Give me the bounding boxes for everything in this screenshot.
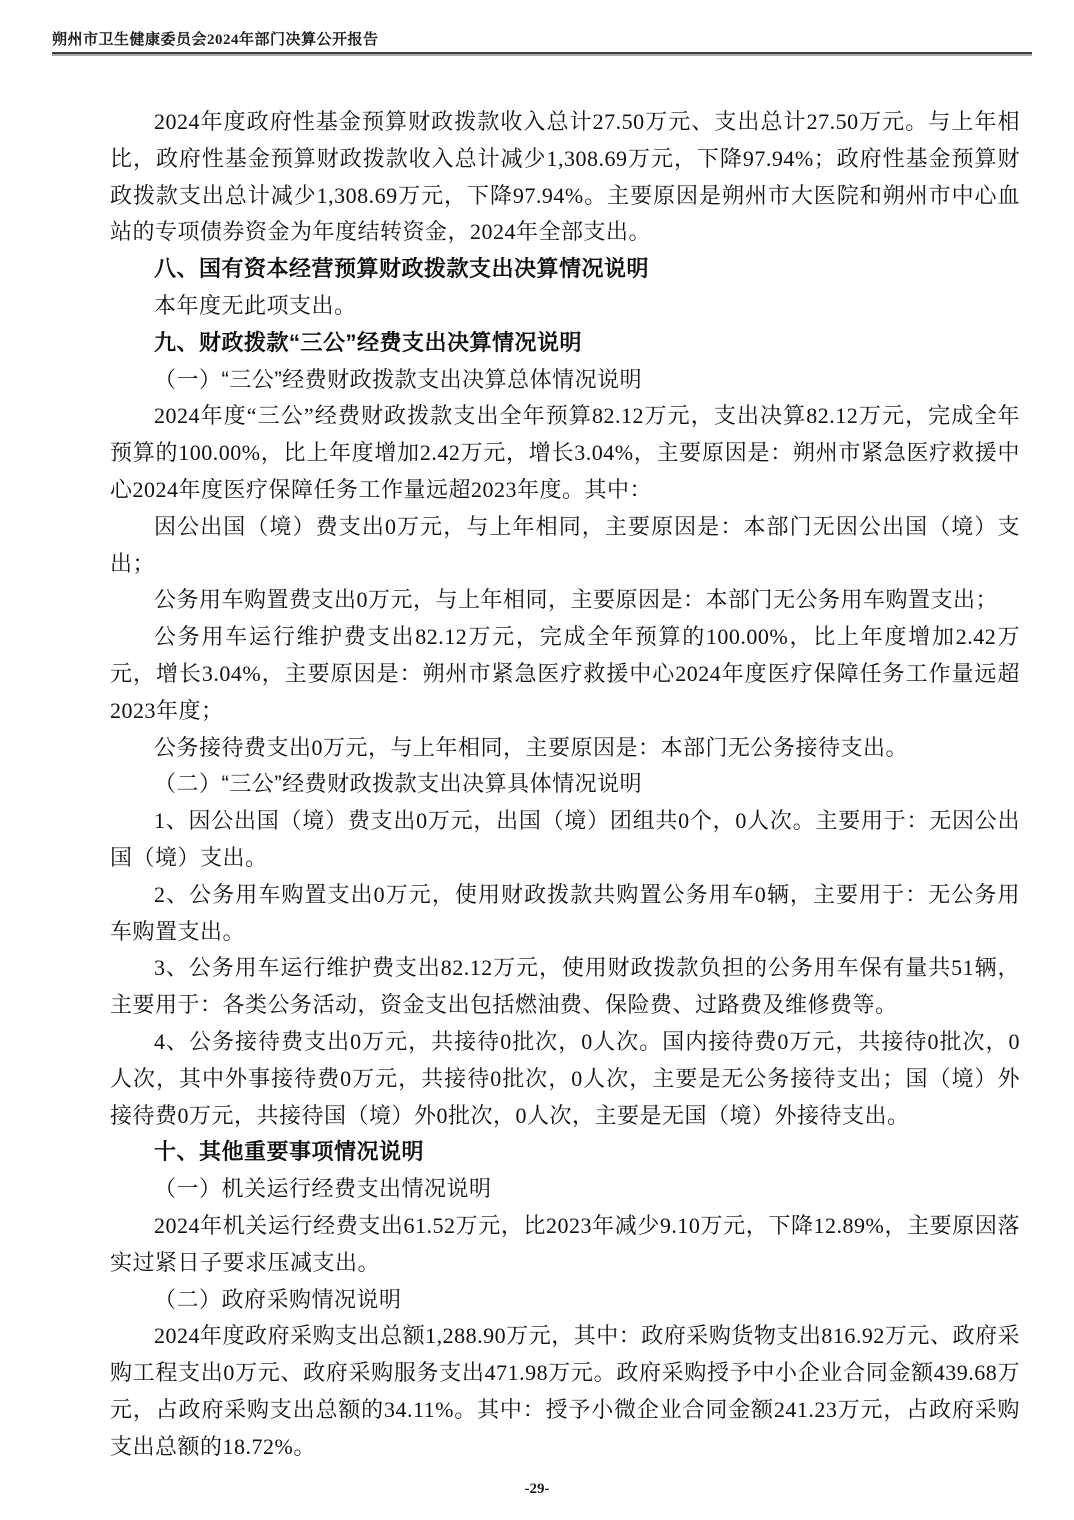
section-heading1: 九、财政拨款“三公”经费支出决算情况说明 <box>154 329 583 355</box>
paragraph: 2024年度政府性基金预算财政拨款收入总计27.50万元、支出总计27.50万元。与上年相比，政府性基金预算财政拨款收入总计减少1,308.69万元，下降97.94%；政府性基金预算财政拨款支出总计减少1,308.69万元，下降97.94%。主要原因是朔州市大医院和朔州市中心血站的专项债券资金为年度结转资金，2024年全部支出。 <box>110 109 1020 245</box>
paragraph: 3、公务用车运行维护费支出82.12万元，使用财政拨款负担的公务用车保有量共51辆，主要用于：各类公务活动，资金支出包括燃油费、保险费、过路费及维修费等。 <box>110 955 1020 1018</box>
paragraph: 因公出国（境）费支出0万元，与上年相同，主要原因是：本部门无因公出国（境）支出； <box>110 513 1020 576</box>
paragraph: 公务接待费支出0万元，与上年相同，主要原因是：本部门无公务接待支出。 <box>154 734 909 760</box>
paragraph: 2024年度政府采购支出总额1,288.90万元，其中：政府采购货物支出816.92万元、政府采购工程支出0万元、政府采购服务支出471.98万元。政府采购授予中小企业合同金额439.68万元，占政府采购支出总额的34.11%。其中：授予小微企业合同金额241.23万元，占政府采购支出总额的18.72%。 <box>110 1323 1020 1459</box>
section-heading2: （一）“三公”经费财政拨款支出决算总体情况说明 <box>154 366 643 392</box>
paragraph: 4、公务接待费支出0万元，共接待0批次，0人次。国内接待费0万元，共接待0批次，0人次，其中外事接待费0万元，共接待0批次，0人次，主要是无公务接待支出；国（境）外接待费0万元，共接待国（境）外0批次，0人次，主要是无国（境）外接待支出。 <box>110 1028 1020 1128</box>
paragraph: 本年度无此项支出。 <box>154 292 357 318</box>
header-rule <box>52 52 1032 56</box>
header-title: 朔州市卫生健康委员会2024年部门决算公开报告 <box>52 32 379 48</box>
section-heading1: 十、其他重要事项情况说明 <box>154 1139 425 1165</box>
paragraph: 2024年度“三公”经费财政拨款支出全年预算82.12万元，支出决算82.12万元，完成全年预算的100.00%，比上年度增加2.42万元，增长3.04%，主要原因是：朔州市紧急医疗救援中心2024年度医疗保障任务工作量远超2023年度。其中： <box>110 403 1020 502</box>
paragraph: 1、因公出国（境）费支出0万元，出国（境）团组共0个，0人次。主要用于：无因公出国（境）支出。 <box>110 808 1020 870</box>
paragraph: 2024年机关运行经费支出61.52万元，比2023年减少9.10万元，下降12.89%，主要原因落实过紧日子要求压减支出。 <box>110 1212 1020 1275</box>
paragraph: 公务用车运行维护费支出82.12万元，完成全年预算的100.00%，比上年度增加2.42万元，增长3.04%，主要原因是：朔州市紧急医疗救援中心2024年度医疗保障任务工作量远超2023年度； <box>110 624 1020 723</box>
section-heading1: 八、国有资本经营预算财政拨款支出决算情况说明 <box>154 256 650 282</box>
section-heading2: （一）机关运行经费支出情况说明 <box>154 1176 492 1202</box>
section-heading2: （二）“三公”经费财政拨款支出决算具体情况说明 <box>154 771 643 797</box>
page-header <box>52 31 1032 56</box>
section-heading2: （二）政府采购情况说明 <box>154 1286 402 1312</box>
paragraph: 2、公务用车购置支出0万元，使用财政拨款共购置公务用车0辆，主要用于：无公务用车购置支出。 <box>110 881 1020 944</box>
page-number: -29- <box>524 1481 550 1497</box>
document-body <box>110 104 1020 1465</box>
page-footer <box>0 1480 1074 1498</box>
paragraph: 公务用车购置费支出0万元，与上年相同，主要原因是：本部门无公务用车购置支出； <box>154 587 999 613</box>
